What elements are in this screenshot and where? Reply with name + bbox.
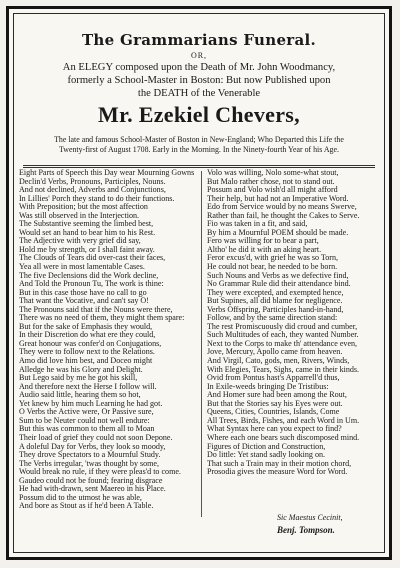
header-rule (23, 165, 375, 166)
poem-left-column (19, 169, 197, 511)
poem-line: Would set an hand to bear him to his Rest. (19, 227, 156, 237)
document-title: The Grammarians Funeral. (81, 31, 317, 49)
poem-line: Declin'd Verbs, Pronouns, Participles, Nouns. (19, 176, 166, 186)
poem-line: But Lego said by me he got his skill, (19, 373, 138, 383)
poem-line: Fio was taken in a fit, and said, (207, 219, 308, 229)
poem-line: Alledge he was his Glory and Delight. (19, 364, 143, 374)
poem-line: That want the Vocative, and can't say O! (19, 296, 149, 306)
poem-line: Fero was willing for to bear a part, (207, 236, 319, 246)
poem-line: No Grammar Rule did their attendance bind. (207, 279, 351, 289)
poem-line: Sum to be Neuter could not well endure: (19, 415, 150, 425)
poem-line: That such a Train may in their motion chord, (207, 458, 352, 468)
poem-line: With Preposition; but the most affection (19, 202, 148, 212)
poem-line: The Clouds of Tears did over-cast their faces, (19, 253, 166, 263)
poem-line: And Told the Pronoun Tu, The work is thine: (19, 279, 164, 289)
poem-line: Feror excus'd, with grief he was so Torn, (207, 253, 339, 263)
poem-line: Their load of grief they could not soon Depone. (19, 432, 173, 442)
poem-line: Audio said little, hearing them so hot, (19, 390, 141, 400)
poem-line: The five Declensions did the Work decline, (19, 270, 159, 280)
poem-line: But Supines, all did blame for negligence. (207, 296, 343, 306)
or-line: OR, (190, 51, 208, 60)
poem-line: But for the sake of Emphasis they would, (19, 321, 153, 331)
poem-line: Where each one bears such discomposed mind. (207, 432, 360, 442)
poem-line: Hold me by strength, or I shall faint away. (19, 244, 155, 254)
poem-line: By him a Mournful POEM should be made. (207, 227, 349, 237)
poem-line: There was no need of them, they might them spare: (19, 313, 185, 323)
signature-motto: Sic Maestus Cecinit, (277, 513, 343, 522)
poem-line: In their Discretion do what ere they could, (19, 330, 156, 340)
poem-line: And Homer sure had been among the Rout, (207, 390, 347, 400)
signature-name: Benj. Tompson. (277, 525, 335, 535)
poem-line: They were to follow next to the Relations. (19, 347, 155, 357)
subtitle-line: formerly a School-Master in Boston: But now Published upon (67, 74, 331, 86)
poem-line: Figures of Diction and Construction, (207, 441, 326, 451)
poem-line: What Syntax here can you expect to find? (207, 424, 342, 434)
subtitle-line: the DEATH of the Venerable (137, 87, 261, 99)
poem-line: And Virgil, Cato, gods, men, Rivers, Winds, (207, 356, 350, 366)
poem-line: Rather than fail, he thought the Cakes to Serve. (207, 210, 360, 220)
poem-line: Edo from Service would by no means Swerve, (207, 202, 357, 212)
subject-name: Mr. Ezekiel Chevers, (98, 102, 300, 127)
subtitle-line: An ELEGY composed upon the Death of Mr. John Woodmancy, (62, 62, 336, 73)
poem-line: Would break no rule, if they were pleas'd to come. (19, 467, 181, 477)
poem-line: Eight Parts of Speech this Day wear Mourning Gowns (19, 169, 195, 177)
poem-line: But this was common to them all to Moan (19, 424, 155, 434)
poem-line: Next to the Corps to make th' attendance even, (207, 338, 358, 348)
poem-line: And therefore next the Herse I follow will. (19, 381, 157, 391)
poem-line: And bore as Stout as if he'd been A Table. (19, 501, 154, 511)
broadside-sheet (6, 6, 392, 560)
poem-line: With Elegies, Tears, Sighs, came in their kinds. (207, 364, 360, 374)
poem-line: They drove Spectators to a Mournful Study. (19, 450, 161, 460)
poem-line: Their help, but had not an Imperative Word. (207, 193, 349, 203)
poem-line: Great honour was confer'd on Conjugations, (19, 338, 162, 348)
poem-line: The Verbs irregular, 'twas thought by some, (19, 458, 159, 468)
poem-line: Possum did to the utmost he was able, (19, 492, 142, 502)
poem-line: Prosodia gives the measure Word for Word. (207, 467, 348, 477)
poem-line: Yet knew by him much Learning he had got. (19, 398, 163, 408)
poem-line: The rest Promiscuously did croud and cumber, (207, 321, 358, 331)
poem-line: Gaudeo could not be found; fearing disgrace (19, 475, 163, 485)
poem-line: The Adjective with very grief did say, (19, 236, 141, 246)
poem-line: He could not bear, he needed to be born. (207, 262, 338, 272)
poem-line: In Exile-weeds bringing De Tristibus: (207, 381, 329, 391)
poem-line: But in this case those have no call to go (19, 287, 147, 297)
poem-line: Do little: Yet stand sadly looking on. (207, 450, 326, 460)
header-rule (23, 167, 375, 168)
poem-line: Volo was willing, Nolo some-what stout, (207, 169, 339, 177)
poem-line: Such Multitudes of each, they wanted Number. (207, 330, 359, 340)
poem-line: Altho' he did it with an aking heart. (207, 244, 322, 254)
poem-line: He had with-drawn, sent Maereo in his Place. (19, 484, 166, 494)
poem-right-column (207, 169, 385, 477)
column-divider (201, 171, 202, 517)
poem-line: Verbs Offspring, Participles hand-in-hand, (207, 304, 344, 314)
poem-line: Follow, and by the same direction stand: (207, 313, 338, 323)
poem-line: In Lillies' Porch they stand to do their functions. (19, 193, 175, 203)
poem-line: Jove, Mercury, Apollo came from heaven. (207, 347, 343, 357)
poem-line: They were excepted, and exempted hence, (207, 287, 344, 297)
poem-line: Yea all were in most lamentable Cases. (19, 262, 145, 272)
poem-line: But that the Stories say his Eyes were out. (207, 398, 343, 408)
poem-line: The Substantive seeming the limbed best, (19, 219, 154, 229)
poem-line: O Verbs the Active were, Or Passive sure, (19, 407, 154, 417)
poem-line: But Malo rather chose, not to stand out. (207, 176, 335, 186)
poem-line: And not declined, Adverbs and Conjunctions, (19, 185, 166, 195)
subtitle (25, 62, 373, 100)
poem-line: Was still observed in the Interjection. (19, 210, 140, 220)
description-line: The late and famous School-Master of Boston in New-England; Who Departed this Life the (54, 135, 344, 144)
poem-line: Ovid from Pontus hast's Apparrell'd thus, (207, 373, 340, 383)
poem-line: The Pronouns said that if the Nouns were there, (19, 304, 173, 314)
poem-line: Queens, Cities, Countries, Islands, Come (207, 407, 340, 417)
poem-line: Possum and Volo wish'd all might afford (207, 185, 338, 195)
poem-line: All Trees, Birds, Fishes, and each Word in Um. (207, 415, 360, 425)
description-line: Twenty-first of August 1708. Early in the Morning. In the Ninety-fourth Year of his Age. (59, 145, 339, 154)
poem-line: Such Nouns and Verbs as we defective find, (207, 270, 349, 280)
poem-line: Amo did love him best, and Doceo might (19, 356, 153, 366)
description (25, 135, 373, 155)
poem-line: A doleful Day for Verbs, they look so moody, (19, 441, 166, 451)
